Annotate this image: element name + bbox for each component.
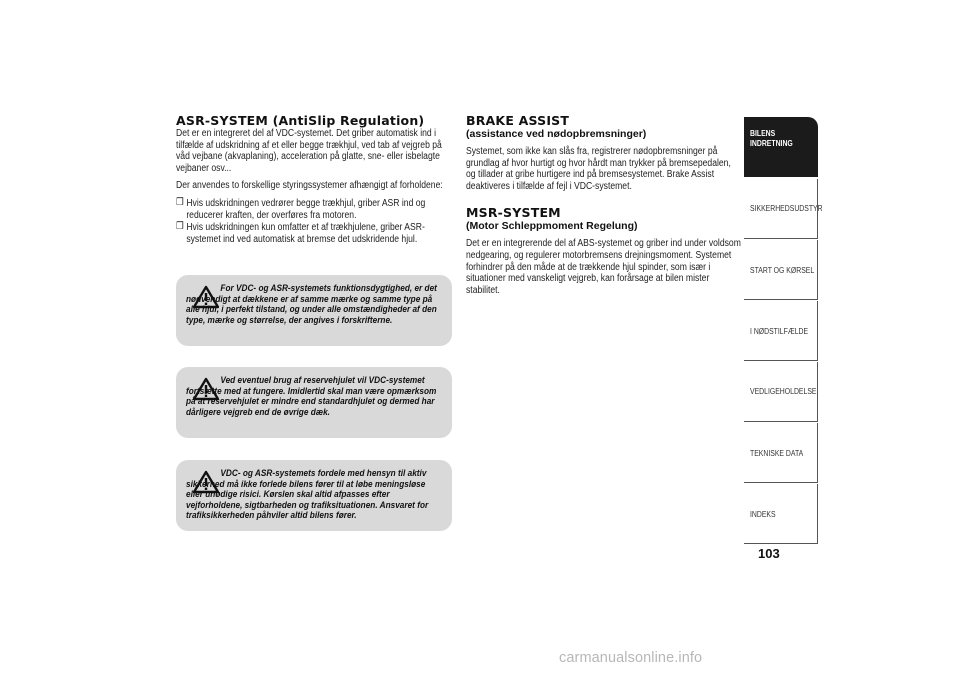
list-item: ❒ Hvis udskridningen vedrører begge trækhjul, griber ASR ind og reducerer kraften, der overføres fra motoren. bbox=[176, 196, 426, 221]
warning-box bbox=[176, 367, 452, 438]
brake-assist-heading: BRAKE ASSIST bbox=[466, 113, 570, 128]
left-column bbox=[176, 114, 452, 251]
msr-heading: MSR-SYSTEM bbox=[466, 205, 561, 221]
right-column bbox=[466, 114, 742, 302]
asr-paragraph-2: Der anvendes to forskellige styringssystemer afhængigt af forholdene: bbox=[176, 180, 443, 192]
tab-vedligeholdelse[interactable]: VEDLIGEHOLDELSE bbox=[744, 362, 818, 422]
warning-box bbox=[176, 460, 452, 531]
chapter-tabs bbox=[744, 117, 823, 545]
msr-paragraph: Det er en integrerende del af ABS-systemet og griber ind under voldsom nedgearing, og regulerer motorbremsens drejningsmoment. Systemet forhindrer på den måde at de trækkende hjul spinder, som især i situationer med vanskeligt vejgreb, kan forårsage at bilen mister stabilitet. bbox=[466, 238, 741, 296]
asr-list bbox=[176, 198, 452, 245]
msr-subheading: (Motor Schleppmoment Regelung) bbox=[466, 220, 638, 233]
list-item: ❒ Hvis udskridningen kun omfatter et af trækhjulene, griber ASR-systemet ind ved automatisk at bremse det udskridende hjul. bbox=[176, 221, 425, 245]
asr-heading: ASR-SYSTEM (AntiSlip Regulation) bbox=[176, 113, 425, 128]
warning-box bbox=[176, 275, 452, 346]
brake-assist-subheading: (assistance ved nødopbremsninger) bbox=[466, 128, 647, 140]
tab-bilens-indretning[interactable]: BILENS INDRETNING bbox=[744, 117, 818, 177]
asr-paragraph-1: Det er en integreret del af VDC-systemet. Det griber automatisk ind i tilfælde af udskridning af et eller begge trækhjul, ved tab af vejgreb på våd vejbane (akvaplaning), acceleration på glatte, sne- eller isbelagte vejbaner osv... bbox=[176, 128, 442, 174]
tab-sikkerhedsudstyr[interactable]: SIKKERHEDSUDSTYR bbox=[744, 179, 818, 239]
tab-i-nodstilfaelde[interactable]: I NØDSTILFÆLDE bbox=[744, 301, 818, 361]
warning-text: For VDC- og ASR-systemets funktionsdygtighed, er det nødvendigt at dækkene er af samme mærke og samme type på alle hjul, i perfekt tilstand, og under alle omstændigheder af den type, mærke og størrelse, der angives i forskrifterne. bbox=[186, 283, 437, 326]
checkbox-bullet-icon: ❒ bbox=[176, 196, 184, 208]
brake-assist-paragraph: Systemet, som ikke kan slås fra, registrerer nødopbremsninger på grundlag af hvor hurtigt og hvor hårdt man trykker på bremsepedalen, og tillader at gribe hurtigere ind på bremsesystemet. Brake Assist deaktiveres i tilfælde af fejl i VDC-systemet. bbox=[466, 146, 731, 192]
watermark: carmanualsonline.info bbox=[559, 650, 703, 666]
checkbox-bullet-icon: ❒ bbox=[176, 221, 184, 233]
warning-text: VDC- og ASR-systemets fordele med hensyn til aktiv sikkerhed må ikke forlede bilens fører til at løbe meningsløse eller unødige risici. Kørslen skal altid afpasses efter vejforholdene, sigtbarheden og trafiksituationen. Ansvaret for trafiksikkerheden påhviler altid bilens fører. bbox=[186, 468, 429, 522]
warning-text: Ved eventuel brug af reservehjulet vil VDC-systemet fortsætte med at fungere. Imidlertid skal man være opmærksom på at reservehjulet er mindre end standardhjulet og dermed har dårligere vejgreb end de øvrige dæk. bbox=[186, 375, 437, 418]
page-number: 103 bbox=[758, 546, 780, 561]
tab-start-og-korsel[interactable]: START OG KØRSEL bbox=[744, 240, 818, 300]
tab-tekniske-data[interactable]: TEKNISKE DATA bbox=[744, 423, 818, 483]
tab-indeks[interactable]: INDEKS bbox=[744, 484, 818, 544]
